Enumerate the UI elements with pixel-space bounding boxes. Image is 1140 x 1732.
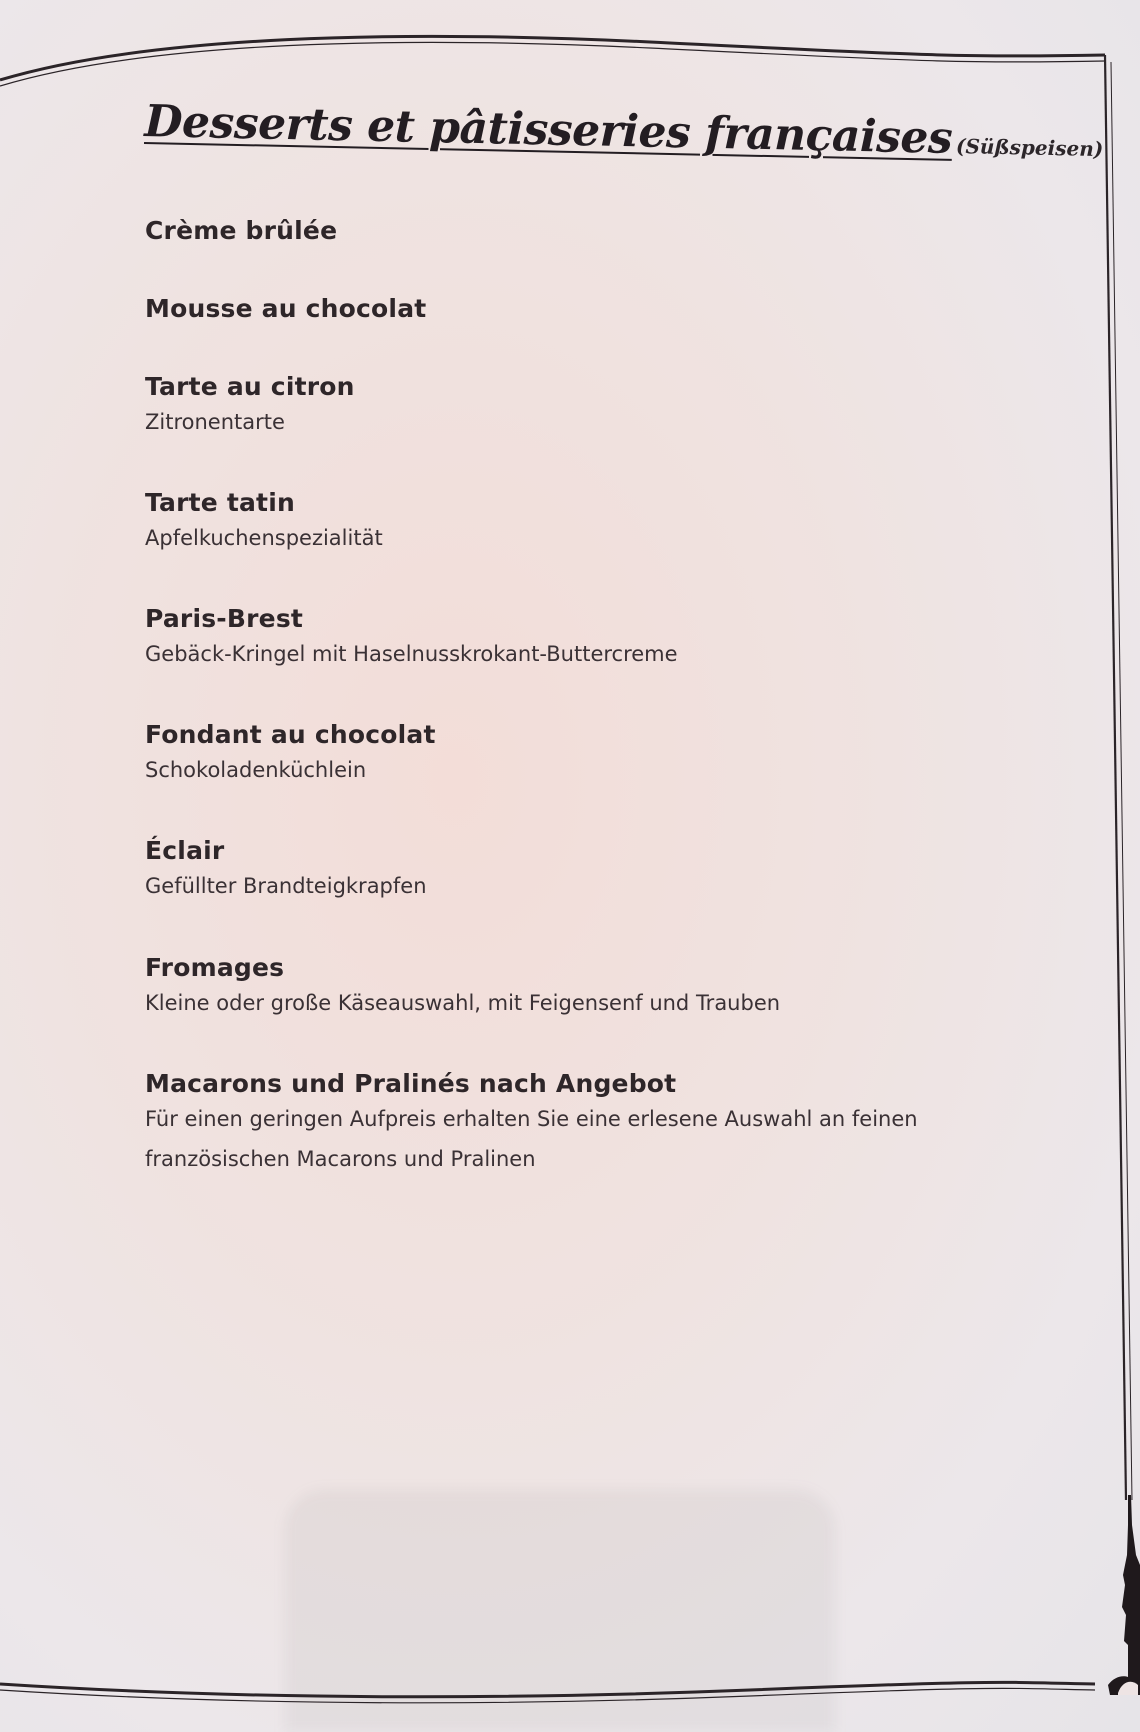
list-item: [145, 836, 427, 907]
list-item: [145, 488, 383, 559]
item-description: Gefüllter Brandteigkrapfen: [145, 874, 427, 898]
item-description-line-1: Für einen geringen Aufpreis erhalten Sie eine erlesene Auswahl an feinen: [145, 1107, 918, 1131]
list-item: [145, 953, 780, 1024]
item-name: Tarte tatin: [145, 488, 295, 517]
item-description: Zitronentarte: [145, 410, 285, 434]
item-name: Éclair: [145, 836, 225, 865]
item-name: Mousse au chocolat: [145, 294, 427, 323]
item-description: Kleine oder große Käseauswahl, mit Feigensenf und Trauben: [145, 991, 781, 1015]
item-name: Macarons und Pralinés nach Angebot: [145, 1069, 677, 1098]
title-subtitle: (Süßspeisen): [955, 133, 1104, 162]
list-item: [145, 216, 337, 245]
list-item: [145, 720, 436, 791]
item-description: Apfelkuchenspezialität: [145, 526, 383, 550]
item-description: Schokoladenküchlein: [145, 758, 367, 782]
item-description-line-2: französischen Macarons und Pralinen: [145, 1147, 536, 1171]
item-name: Fromages: [145, 953, 285, 982]
list-item: [145, 294, 426, 323]
item-description: Gebäck-Kringel mit Haselnusskrokant-Buttercreme: [145, 642, 678, 666]
item-name: Paris-Brest: [145, 604, 304, 633]
item-name: Fondant au chocolat: [145, 720, 436, 749]
item-name: Crème brûlée: [145, 216, 338, 245]
eiffel-tower-icon: [1098, 1495, 1140, 1695]
list-item: [145, 604, 678, 675]
title-main: Desserts et pâtisseries françaises: [143, 96, 953, 164]
list-item: [145, 372, 355, 443]
list-item: [145, 1069, 918, 1180]
item-name: Tarte au citron: [145, 372, 355, 401]
